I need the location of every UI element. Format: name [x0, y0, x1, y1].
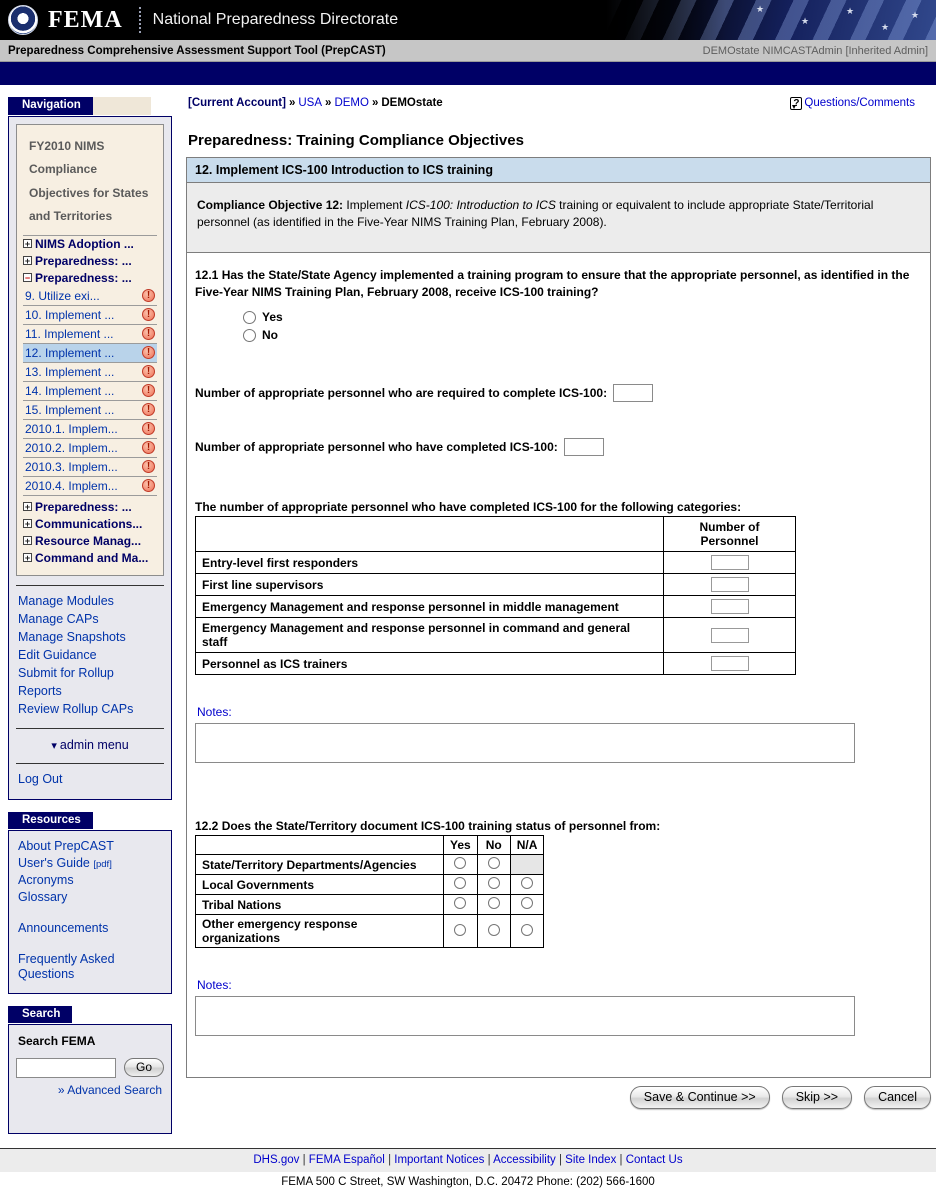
sidebar	[0, 95, 178, 1134]
incomplete-alert-icon: !	[142, 327, 155, 340]
sidebar-divider	[16, 763, 164, 764]
compliance-objective-text	[187, 183, 930, 253]
yes-cell	[444, 855, 478, 875]
sidebar-item-reports[interactable]: Reports	[18, 684, 62, 699]
required-personnel-row	[195, 384, 920, 402]
questions-comments-link[interactable]: Questions/Comments	[804, 97, 915, 109]
about-prepcast-link[interactable]: About PrepCAST	[18, 838, 114, 853]
q121-no-radio[interactable]	[243, 329, 256, 342]
logout-link[interactable]: Log Out	[18, 772, 63, 787]
incomplete-alert-icon: !	[142, 365, 155, 378]
category-input-cell	[664, 618, 796, 653]
advanced-search-link[interactable]: » Advanced Search	[57, 1082, 162, 1097]
required-personnel-input[interactable]	[613, 384, 653, 402]
empty-header-cell	[196, 517, 664, 552]
objective-link[interactable]: 13. Implement ...	[25, 364, 115, 379]
completed-personnel-label: Number of appropriate personnel who have completed ICS-100:	[195, 440, 558, 455]
expand-icon[interactable]: +	[24, 238, 31, 249]
masthead-divider	[139, 7, 141, 33]
search-tab: Search	[8, 1006, 72, 1023]
search-box	[8, 1024, 172, 1134]
resources-box	[8, 830, 172, 994]
tree-group-link[interactable]: Resource Manag...	[35, 533, 142, 548]
ics-trainers-input[interactable]	[711, 656, 749, 671]
number-of-personnel-header: Number of Personnel	[664, 517, 796, 552]
breadcrumb-separator: »	[288, 97, 296, 109]
expand-icon[interactable]: +	[24, 535, 31, 546]
category-label: Personnel as ICS trainers	[196, 653, 664, 675]
navy-bar	[0, 62, 936, 85]
flag-image	[606, 0, 936, 40]
resources-tab: Resources	[8, 812, 93, 829]
sidebar-item-obj-10[interactable]	[23, 306, 157, 325]
sidebar-item-obj-14[interactable]	[23, 382, 157, 401]
footer-links	[0, 1148, 936, 1172]
tree-title: FY2010 NIMS Compliance Objectives for States and Territories	[23, 131, 157, 236]
objective-link[interactable]: 11. Implement ...	[25, 326, 114, 341]
category-label: First line supervisors	[196, 574, 664, 596]
objective-link[interactable]: 14. Implement ...	[25, 383, 115, 398]
documentation-table	[195, 835, 544, 948]
questions-comments[interactable]	[790, 97, 915, 110]
table-row	[196, 552, 796, 574]
entry-level-responders-input[interactable]	[711, 555, 749, 570]
navigation-tab: Navigation	[8, 97, 93, 115]
middle-management-input[interactable]	[711, 599, 749, 614]
incomplete-alert-icon: !	[142, 460, 155, 473]
skip-button[interactable]: Skip >>	[782, 1086, 852, 1109]
footer	[0, 1148, 936, 1194]
flag-star-icon: ★	[756, 4, 765, 14]
state-depts-yes-radio[interactable]	[454, 857, 466, 869]
notes-label-1: Notes:	[197, 705, 232, 720]
table-row	[196, 875, 544, 895]
announcements-link[interactable]: Announcements	[18, 920, 109, 935]
question-12-2: 12.2 Does the State/Territory document ICS-100 training status of personnel from:	[195, 819, 661, 834]
first-line-supervisors-input[interactable]	[711, 577, 749, 592]
search-go-button[interactable]: Go	[124, 1058, 164, 1077]
save-continue-button[interactable]: Save & Continue >>	[630, 1086, 770, 1109]
na-cell	[510, 875, 544, 895]
category-input-cell	[664, 552, 796, 574]
sidebar-item-obj-13[interactable]	[23, 363, 157, 382]
na-cell	[510, 915, 544, 948]
na-column-header: N/A	[510, 836, 544, 855]
incomplete-alert-icon: !	[142, 422, 155, 435]
tree-group-link[interactable]: NIMS Adoption ...	[35, 236, 134, 251]
breadcrumb-demo-link[interactable]: DEMO	[334, 97, 369, 109]
sidebar-item-obj-2010-1[interactable]	[23, 420, 157, 439]
footer-address: FEMA 500 C Street, SW Washington, D.C. 20472 Phone: (202) 566-1600	[281, 1175, 655, 1188]
sidebar-item-obj-9[interactable]	[23, 287, 157, 306]
sidebar-item-manage-snapshots[interactable]: Manage Snapshots	[18, 630, 126, 645]
expand-icon[interactable]: +	[24, 518, 31, 529]
flag-star-icon: ★	[911, 10, 920, 20]
breadcrumb-separator: »	[371, 97, 379, 109]
action-buttons	[186, 1086, 931, 1109]
search-tab-row	[8, 1006, 178, 1023]
acronyms-link[interactable]: Acronyms	[18, 872, 74, 887]
other-orgs-no-radio[interactable]	[488, 924, 500, 936]
objective-course-name: ICS-100: Introduction to ICS	[405, 198, 556, 212]
app-bar	[0, 40, 936, 62]
local-governments-yes-radio[interactable]	[454, 877, 466, 889]
navigation-box	[8, 116, 172, 800]
logged-in-user: DEMOstate NIMCASTAdmin [Inherited Admin]	[702, 44, 928, 57]
objective-link[interactable]: 2010.3. Implem...	[25, 459, 118, 474]
sidebar-item-obj-2010-2[interactable]	[23, 439, 157, 458]
na-disabled-cell	[510, 855, 544, 875]
breadcrumb-usa-link[interactable]: USA	[298, 97, 323, 109]
category-input-cell	[664, 653, 796, 675]
site-index-link[interactable]: Site Index	[565, 1153, 617, 1166]
contact-us-link[interactable]: Contact Us	[625, 1153, 683, 1166]
no-cell	[477, 875, 510, 895]
search-row	[16, 1058, 164, 1078]
sidebar-item-obj-12[interactable]	[23, 344, 157, 363]
flag-fade	[606, 0, 726, 40]
tree-group-communications[interactable]	[23, 516, 157, 533]
categories-table	[195, 516, 796, 675]
objective-link[interactable]: 10. Implement ...	[25, 307, 115, 322]
tree-group-link[interactable]: Preparedness: ...	[35, 253, 132, 268]
cancel-button[interactable]: Cancel	[864, 1086, 931, 1109]
question-12-1: 12.1 Has the State/State Agency implemented a training program to ensure that the appropriate personnel, as identified in the Five-Year NIMS Training Plan, February 2008, receive ICS-100 training?	[195, 267, 910, 299]
q121-no-label: No	[262, 328, 278, 343]
expand-icon[interactable]: +	[24, 552, 31, 563]
objective-link[interactable]: 2010.4. Implem...	[25, 478, 118, 493]
table-row	[196, 596, 796, 618]
table-row	[196, 653, 796, 675]
search-fema-label: Search FEMA	[18, 1033, 96, 1048]
command-general-staff-input[interactable]	[711, 628, 749, 643]
sidebar-divider	[16, 728, 164, 729]
users-guide-link[interactable]	[16, 855, 164, 872]
tree-group-link[interactable]: Preparedness: ...	[35, 270, 132, 285]
objective-link[interactable]: 15. Implement ...	[25, 402, 115, 417]
table-row	[196, 574, 796, 596]
table-row	[196, 915, 544, 948]
admin-menu-toggle[interactable]: ▾ admin menu	[16, 736, 164, 754]
table-header-row	[196, 836, 544, 855]
fema-logo: FEMA	[48, 6, 123, 33]
content	[0, 85, 936, 1134]
objective-link[interactable]: 9. Utilize exi...	[25, 288, 100, 303]
flag-star-icon: ★	[801, 16, 810, 26]
objective-form	[186, 157, 931, 1078]
row-label: State/Territory Departments/Agencies	[196, 855, 444, 875]
incomplete-alert-icon: !	[142, 479, 155, 492]
accessibility-link[interactable]: Accessibility	[493, 1153, 556, 1166]
tree-group-nims-adoption[interactable]	[23, 236, 157, 253]
tree-group-link[interactable]: Command and Ma...	[35, 550, 149, 565]
sidebar-item-edit-guidance[interactable]: Edit Guidance	[18, 648, 97, 663]
flag-star-icon: ★	[881, 22, 890, 32]
app-title: Preparedness Comprehensive Assessment Support Tool (PrepCAST)	[8, 44, 386, 57]
collapse-icon[interactable]: −	[24, 272, 31, 283]
completed-personnel-row	[195, 438, 920, 456]
q121-yes-radio[interactable]	[243, 311, 256, 324]
required-personnel-label: Number of appropriate personnel who are required to complete ICS-100:	[195, 386, 608, 401]
breadcrumb-row	[186, 95, 931, 110]
objective-label: Compliance Objective 12:	[197, 198, 344, 212]
glossary-link[interactable]: Glossary	[18, 889, 68, 904]
no-cell	[477, 915, 510, 948]
na-cell	[510, 895, 544, 915]
objective-link[interactable]: 2010.2. Implem...	[25, 440, 118, 455]
dhs-seal-icon	[8, 5, 38, 35]
objective-link[interactable]: 2010.1. Implem...	[25, 421, 118, 436]
table-row	[196, 855, 544, 875]
category-label: Emergency Management and response personnel in middle management	[196, 596, 664, 618]
tribal-nations-yes-radio[interactable]	[454, 897, 466, 909]
yes-cell	[444, 895, 478, 915]
objective-post: training or equivalent to include appropriate State/Territorial personnel (as identified in the Five-Year NIMS Training Plan, February 2008).	[197, 198, 874, 230]
sidebar-item-obj-15[interactable]	[23, 401, 157, 420]
navigation-tab-decor	[93, 97, 151, 115]
breadcrumb-current: DEMOstate	[381, 97, 443, 109]
main-content	[178, 95, 936, 1134]
other-orgs-yes-radio[interactable]	[454, 924, 466, 936]
category-input-cell	[664, 574, 796, 596]
yes-cell	[444, 915, 478, 948]
sidebar-item-review-rollup-caps[interactable]: Review Rollup CAPs	[18, 702, 134, 717]
q121-yes-option[interactable]	[243, 310, 920, 324]
faq-link[interactable]: Frequently Asked Questions	[18, 951, 115, 981]
tribal-nations-na-radio[interactable]	[521, 897, 533, 909]
row-label: Tribal Nations	[196, 895, 444, 915]
no-column-header: No	[477, 836, 510, 855]
row-label: Other emergency response organizations	[196, 915, 444, 948]
fema-espanol-link[interactable]: FEMA Español	[308, 1153, 385, 1166]
notes-textarea-1[interactable]	[195, 723, 855, 763]
pdf-badge: [pdf]	[93, 858, 112, 870]
empty-header-cell	[196, 836, 444, 855]
objective-pre: Implement	[343, 198, 406, 212]
masthead	[0, 0, 936, 40]
objectives-tree	[16, 124, 164, 576]
resources-tab-row	[8, 812, 178, 829]
notes-textarea-2[interactable]	[195, 996, 855, 1036]
tree-group-resource-management[interactable]	[23, 533, 157, 550]
no-cell	[477, 855, 510, 875]
current-account-link[interactable]: [Current Account]	[188, 97, 286, 109]
form-body	[187, 253, 930, 1077]
page-title: Preparedness: Training Compliance Objectives	[188, 132, 524, 149]
state-depts-no-radio[interactable]	[488, 857, 500, 869]
users-guide-label: User's Guide	[18, 855, 90, 870]
sidebar-item-obj-2010-3[interactable]	[23, 458, 157, 477]
incomplete-alert-icon: !	[142, 403, 155, 416]
sidebar-item-submit-for-rollup[interactable]: Submit for Rollup	[18, 666, 114, 681]
directorate-title: National Preparedness Directorate	[152, 11, 399, 28]
expand-icon[interactable]: +	[24, 501, 31, 512]
sidebar-item-manage-modules[interactable]: Manage Modules	[18, 594, 114, 609]
flag-star-icon: ★	[846, 6, 855, 16]
tree-group-command-management[interactable]	[23, 550, 157, 567]
dhs-gov-link[interactable]: DHS.gov	[253, 1153, 300, 1166]
local-governments-na-radio[interactable]	[521, 877, 533, 889]
breadcrumb	[188, 97, 443, 109]
table-header-row	[196, 517, 796, 552]
question-bubble-icon: ?	[790, 97, 802, 110]
no-cell	[477, 895, 510, 915]
completed-personnel-input[interactable]	[564, 438, 604, 456]
navigation-tab-row	[8, 97, 178, 115]
table-row	[196, 618, 796, 653]
tree-group-preparedness-planning[interactable]	[23, 253, 157, 270]
tree-group-link[interactable]: Preparedness: ...	[35, 499, 132, 514]
incomplete-alert-icon: !	[142, 346, 155, 359]
section-header: 12. Implement ICS-100 Introduction to ICS training	[187, 158, 930, 183]
category-input-cell	[664, 596, 796, 618]
category-label: Emergency Management and response personnel in command and general staff	[196, 618, 664, 653]
sidebar-item-obj-2010-4[interactable]	[23, 477, 157, 496]
search-input[interactable]	[16, 1058, 116, 1078]
sidebar-item-manage-caps[interactable]: Manage CAPs	[18, 612, 99, 627]
yes-column-header: Yes	[444, 836, 478, 855]
important-notices-link[interactable]: Important Notices	[394, 1153, 485, 1166]
tree-group-preparedness-exercises[interactable]	[23, 499, 157, 516]
tree-group-preparedness-training[interactable]	[23, 270, 157, 287]
tribal-nations-no-radio[interactable]	[488, 897, 500, 909]
local-governments-no-radio[interactable]	[488, 877, 500, 889]
categories-caption: The number of appropriate personnel who have completed ICS-100 for the following categories:	[195, 500, 742, 515]
incomplete-alert-icon: !	[142, 289, 155, 302]
breadcrumb-separator: »	[325, 97, 332, 109]
incomplete-alert-icon: !	[142, 441, 155, 454]
q121-yes-label: Yes	[262, 310, 283, 325]
q121-no-option[interactable]	[243, 328, 920, 342]
objective-link[interactable]: 12. Implement ...	[25, 345, 115, 360]
incomplete-alert-icon: !	[142, 308, 155, 321]
category-label: Entry-level first responders	[196, 552, 664, 574]
expand-icon[interactable]: +	[24, 255, 31, 266]
tree-group-link[interactable]: Communications...	[35, 516, 143, 531]
sidebar-item-obj-11[interactable]	[23, 325, 157, 344]
table-row	[196, 895, 544, 915]
yes-cell	[444, 875, 478, 895]
other-orgs-na-radio[interactable]	[521, 924, 533, 936]
notes-label-2: Notes:	[197, 978, 232, 993]
row-label: Local Governments	[196, 875, 444, 895]
incomplete-alert-icon: !	[142, 384, 155, 397]
sidebar-divider	[16, 585, 164, 586]
